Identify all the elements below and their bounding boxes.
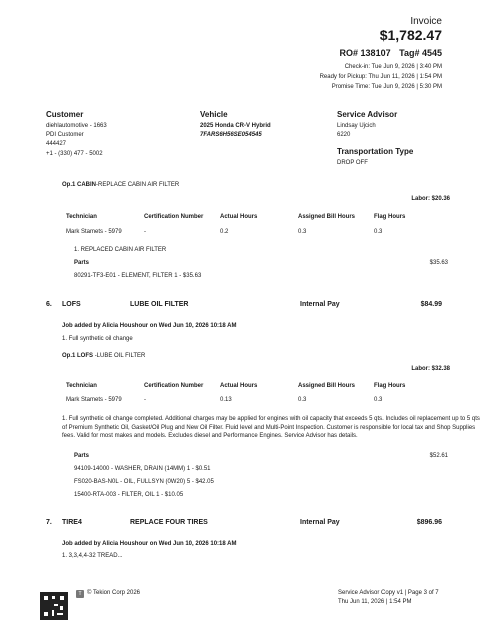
ro-tag-line [340, 48, 442, 59]
op1-part-line: 80291-TF3-E01 - ELEMENT, FILTER 1 - $35.63 [74, 273, 202, 279]
job7-pay: Internal Pay [300, 519, 340, 526]
transport-title: Transportation Type [337, 147, 414, 156]
job6-parts-label: Parts [74, 453, 90, 459]
job7-code: TIRE4 [62, 519, 82, 526]
job6-td-flag: 0.3 [374, 397, 383, 403]
promise-time: Promise Time: Tue Jun 9, 2026 | 5:30 PM [331, 84, 442, 90]
job7-number: 7. [46, 519, 52, 526]
op1-td-flag: 0.3 [374, 229, 383, 235]
transport-value: DROP OFF [337, 160, 368, 166]
job6-labor: Labor: $32.38 [411, 366, 450, 372]
job6-th-flag: Flag Hours [374, 383, 406, 389]
job6-pay: Internal Pay [300, 301, 340, 308]
op1-th-assigned: Assigned Bill Hours [298, 214, 356, 220]
op1-td-actual: 0.2 [220, 229, 229, 235]
customer-block [46, 122, 107, 159]
job6-op-title [62, 353, 145, 361]
ready-for-pickup: Ready for Pickup: Thu Jun 11, 2026 | 1:54 PM [319, 74, 442, 80]
op1-th-cert: Certification Number [144, 214, 204, 220]
vehicle-title: Vehicle [200, 110, 228, 119]
op1-th-actual: Actual Hours [220, 214, 258, 220]
invoice-label: Invoice [410, 16, 442, 27]
op1-title [62, 182, 179, 190]
ro-label: RO# [339, 48, 359, 58]
advisor-id: 6220 [337, 132, 351, 138]
job6-part-line: 94109-14000 - WASHER, DRAIN (14MM) 1 - $0.51 [74, 466, 211, 472]
op1-desc: -REPLACE CABIN AIR FILTER [96, 182, 180, 188]
op1-td-technician: Mark Stamets - 5979 [66, 229, 122, 235]
copyright: © Tekion Corp 2026 [87, 590, 141, 596]
customer-line: 444427 [46, 141, 67, 147]
date-block [320, 62, 442, 92]
qr-code-icon [40, 592, 68, 620]
invoice-total: $1,782.47 [379, 27, 442, 43]
customer-title: Customer [46, 110, 84, 119]
customer-line: diehlautomotive - 1663 [46, 123, 107, 129]
op1-code: Op.1 CABIN [62, 182, 97, 188]
job6-number: 6. [46, 301, 52, 308]
customer-line: +1 - (330) 477 - 5002 [46, 151, 103, 157]
job6-td-assigned: 0.3 [298, 397, 307, 403]
job7-title: REPLACE FOUR TIRES [130, 519, 208, 526]
op1-parts-label: Parts [74, 260, 90, 266]
ro-number: 138107 [360, 48, 391, 58]
op1-td-assigned: 0.3 [298, 229, 307, 235]
job6-part-line: 15400-RTA-003 - FILTER, OIL 1 - $10.05 [74, 492, 184, 498]
job6-parts-total: $52.61 [429, 453, 448, 459]
vehicle-block [200, 122, 271, 140]
tag-number: 4545 [421, 48, 442, 58]
op1-td-cert: - [144, 229, 146, 235]
printed-date: Thu Jun 11, 2026 | 1:54 PM [338, 599, 412, 605]
job6-title: LUBE OIL FILTER [130, 301, 189, 308]
job6-op-desc: -LUBE OIL FILTER [94, 353, 146, 359]
check-in: Check-in: Tue Jun 9, 2026 | 3:40 PM [344, 64, 442, 70]
job6-td-cert: - [144, 397, 146, 403]
job6-code: LOFS [62, 301, 81, 308]
job6-line: 1. Full synthetic oil change [62, 336, 133, 342]
advisor-block [337, 122, 376, 140]
job6-amount: $84.99 [420, 301, 442, 308]
job6-part-line: FS020-BAS-N0L - OIL, FULLSYN (0W20) 5 - $42.05 [74, 479, 214, 485]
job6-added-by: Job added by Alicia Houshour on Wed Jun 10, 2026 10:18 AM [62, 323, 237, 329]
op1-parts-total: $35.63 [429, 260, 448, 266]
copy-label: Service Advisor Copy v1 | Page 3 of 7 [338, 590, 439, 596]
op1-note: 1. REPLACED CABIN AIR FILTER [74, 247, 167, 253]
vehicle-model: 2025 Honda CR-V Hybrid [200, 123, 271, 129]
job6-paragraph: 1. Full synthetic oil change completed. Additional charges may be applied for engines with oil capacity that exceeds 5 qts. Includes oil replacement up to 5 qts of Premium Synthetic Oil, Gasket/Oil Plug and New Oil Filter. Fluid level and Multi-Point Inspection. Customer is responsible for local tax and Shop Supplies fees. Valid for most makes and models. Excludes diesel and Performance Engines. Service Advisor has details. [62, 416, 480, 440]
vehicle-vin: 7FARS6H56SE054545 [200, 132, 262, 138]
job7-added-by: Job added by Alicia Houshour on Wed Jun 10, 2026 10:18 AM [62, 541, 237, 547]
customer-line: PDI Customer [46, 132, 84, 138]
job7-line: 1. 3,3,4,4-32 TREAD... [62, 553, 123, 559]
job7-amount: $896.96 [416, 519, 442, 526]
op1-th-flag: Flag Hours [374, 214, 406, 220]
job6-th-assigned: Assigned Bill Hours [298, 383, 356, 389]
job6-td-actual: 0.13 [220, 397, 232, 403]
op1-th-technician: Technician [66, 214, 97, 220]
job6-th-cert: Certification Number [144, 383, 204, 389]
job6-op-code: Op.1 LOFS [62, 353, 94, 359]
advisor-name: Lindsay Ujcich [337, 123, 376, 129]
tekion-logo-icon: T [76, 590, 84, 598]
job6-td-technician: Mark Stamets - 5979 [66, 397, 122, 403]
tag-label: Tag# [399, 48, 420, 58]
op1-labor: Labor: $20.36 [411, 196, 450, 202]
job6-th-technician: Technician [66, 383, 97, 389]
job6-th-actual: Actual Hours [220, 383, 258, 389]
advisor-title: Service Advisor [337, 110, 398, 119]
